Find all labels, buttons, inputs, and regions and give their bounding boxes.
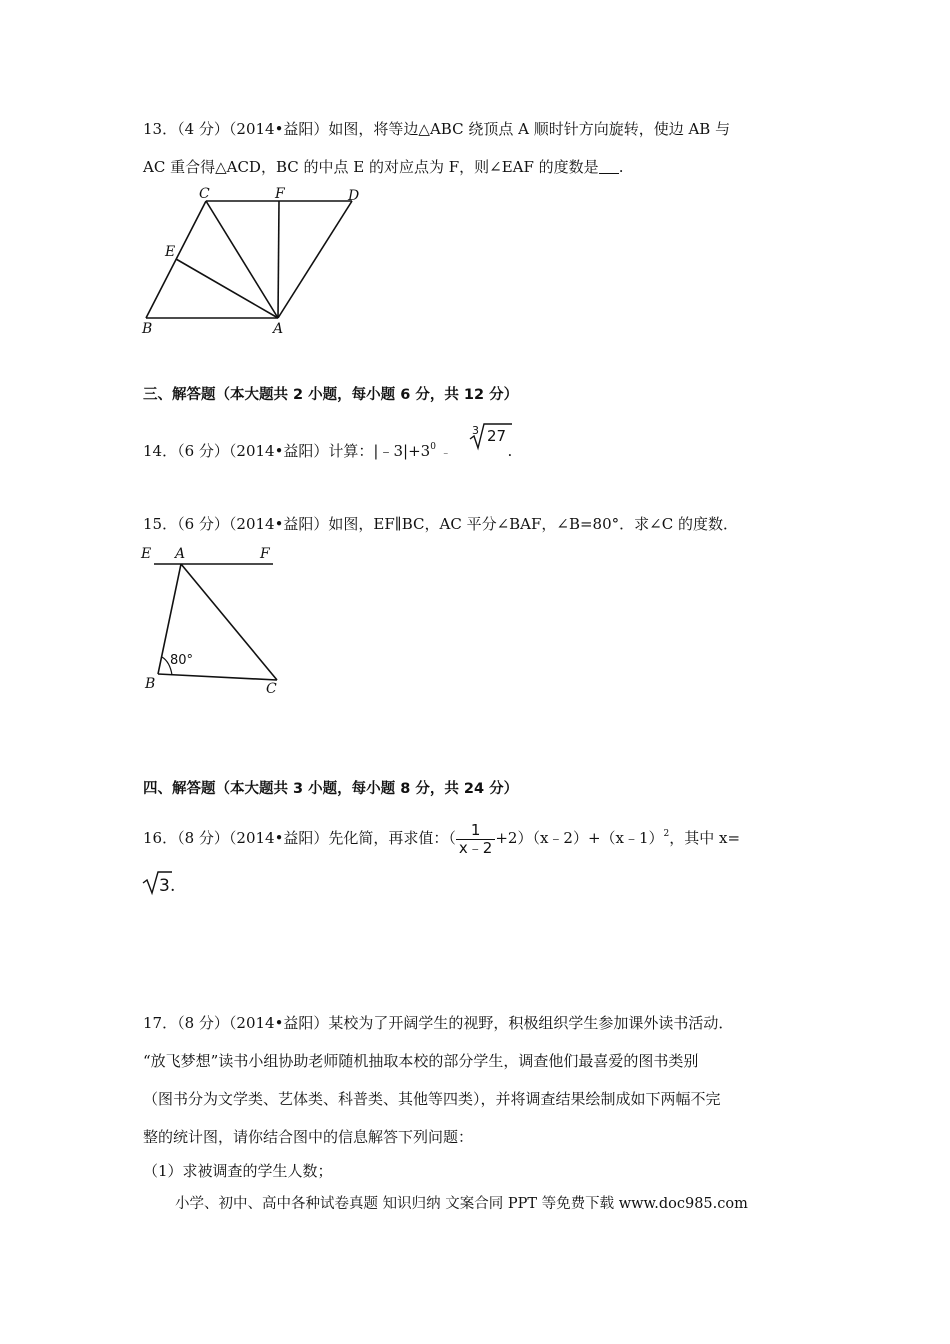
q14-end: . bbox=[507, 442, 513, 460]
q17-line1: 17．（8 分）（2014•益阳）某校为了开阔学生的视野，积极组织学生参加课外读书活动． bbox=[143, 1014, 734, 1032]
q16-exponent: 2 bbox=[663, 829, 670, 839]
q15-label-C: C bbox=[266, 681, 277, 697]
q13-line2-text: AC 重合得△ACD，BC 的中点 E 的对应点为 F，则∠EAF 的度数是 bbox=[143, 158, 599, 176]
q16-suffix: ，其中 x= bbox=[669, 829, 741, 847]
q16-after-frac: +2）（x﹣2）+（x﹣1） bbox=[495, 829, 664, 847]
q15-angle-label: 80° bbox=[170, 653, 194, 668]
q16-frac-den: x﹣2 bbox=[456, 839, 495, 857]
q16-radicand: 3 bbox=[159, 876, 170, 896]
q13-label-A: A bbox=[273, 321, 284, 337]
footer-text: 小学、初中、高中各种试卷真题 知识归纳 文案合同 PPT 等免费下载 www.doc985.com bbox=[175, 1196, 748, 1212]
q14-exponent: 0 bbox=[430, 442, 436, 452]
q16-frac-num: 1 bbox=[470, 820, 481, 839]
q15-text: 15．（6 分）（2014•益阳）如图，EF∥BC，AC 平分∠BAF，∠B=80°．求∠C 的度数． bbox=[143, 515, 738, 533]
q14-root-index: 3 bbox=[472, 424, 479, 437]
q13-label-C: C bbox=[199, 186, 210, 202]
q15-label-B: B bbox=[145, 676, 156, 692]
q15-label-F: F bbox=[260, 546, 270, 562]
q17-line2: “放飞梦想”读书小组协助老师随机抽取本校的部分学生，调查他们最喜爱的图书类别 bbox=[143, 1052, 699, 1070]
q17-line5: （1）求被调查的学生人数； bbox=[143, 1162, 333, 1180]
q14-prefix: 14．（6 分）（2014•益阳）计算：|﹣3|+3 bbox=[143, 442, 431, 460]
q13-end: . bbox=[618, 158, 624, 176]
q13-label-F: F bbox=[275, 186, 285, 202]
q16-line2-end: . bbox=[170, 876, 176, 896]
q13-label-B: B bbox=[142, 321, 153, 337]
q14-radicand: 27 bbox=[487, 427, 507, 445]
section3-heading: 三、解答题（本大题共 2 小题，每小题 6 分，共 12 分） bbox=[143, 387, 519, 403]
section4-heading: 四、解答题（本大题共 3 小题，每小题 8 分，共 24 分） bbox=[143, 781, 519, 797]
q13-line1: 13．（4 分）（2014•益阳）如图，将等边△ABC 绕顶点 A 顺时针方向旋转，使边 AB 与 bbox=[143, 120, 731, 138]
q14-minus: ﹣ bbox=[440, 448, 451, 459]
q13-label-E: E bbox=[165, 244, 176, 260]
q17-line4: 整的统计图，请你结合图中的信息解答下列问题： bbox=[143, 1128, 474, 1146]
q15-label-E: E bbox=[141, 546, 152, 562]
q16-prefix: 16．（8 分）（2014•益阳）先化简，再求值：（ bbox=[143, 829, 456, 847]
q13-label-D: D bbox=[348, 188, 360, 204]
q15-label-A: A bbox=[175, 546, 186, 562]
q17-line3: （图书分为文学类、艺体类、科普类、其他等四类），并将调查结果绘制成如下两幅不完 bbox=[143, 1090, 721, 1108]
